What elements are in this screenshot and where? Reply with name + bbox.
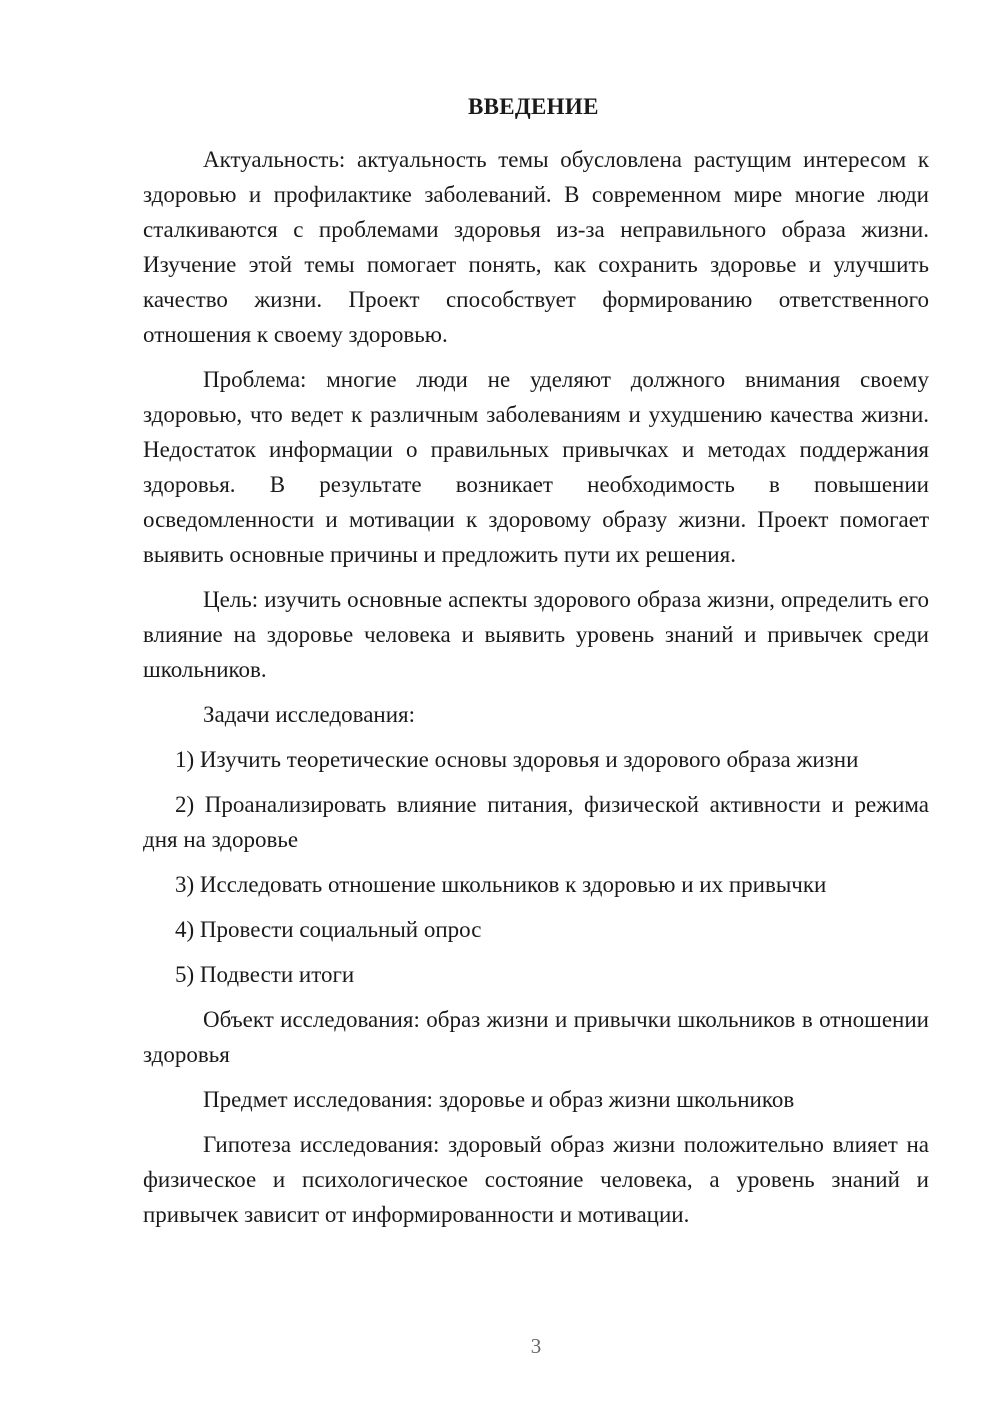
task-item-2: 2) Проанализировать влияние питания, физической активности и режима дня на здоровье [143,792,929,852]
goal-paragraph: Цель: изучить основные аспекты здорового образа жизни, определить его влияние на здоровье человека и выявить уровень знаний и привычек среди школьников. [143,587,929,682]
task-item-4: 4) Провести социальный опрос [175,917,482,942]
object-paragraph: Объект исследования: образ жизни и привычки школьников в отношении здоровья [143,1007,929,1067]
task-item-5: 5) Подвести итоги [175,962,355,987]
subject-paragraph: Предмет исследования: здоровье и образ жизни школьников [203,1087,795,1112]
problem-paragraph: Проблема: многие люди не уделяют должного внимания своему здоровью, что ведет к различным заболеваниям и ухудшению качества жизни. Недостаток информации о правильных привычках и методах поддержания здоровья. В результате возникает необходимость в повышении осведомленности и мотивации к здоровому образу жизни. Проект помогает выявить основные причины и предложить пути их решения. [143,367,929,567]
hypothesis-paragraph: Гипотеза исследования: здоровый образ жизни положительно влияет на физическое и психологическое состояние человека, а уровень знаний и привычек зависит от информированности и мотивации. [143,1132,929,1227]
page-title: ВВЕДЕНИЕ [468,94,599,119]
tasks-heading: Задачи исследования: [203,702,416,727]
task-item-3: 3) Исследовать отношение школьников к здоровью и их привычки [175,872,827,897]
relevance-paragraph: Актуальность: актуальность темы обусловлена растущим интересом к здоровью и профилактике заболеваний. В современном мире многие люди сталкиваются с проблемами здоровья из-за неправильного образа жизни. Изучение этой темы помогает понять, как сохранить здоровье и улучшить качество жизни. Проект способствует формированию ответственного отношения к своему здоровью. [143,147,929,347]
task-item-1: 1) Изучить теоретические основы здоровья и здорового образа жизни [175,747,859,772]
document-body [143,142,929,1242]
page-number: 3 [530,1334,542,1358]
